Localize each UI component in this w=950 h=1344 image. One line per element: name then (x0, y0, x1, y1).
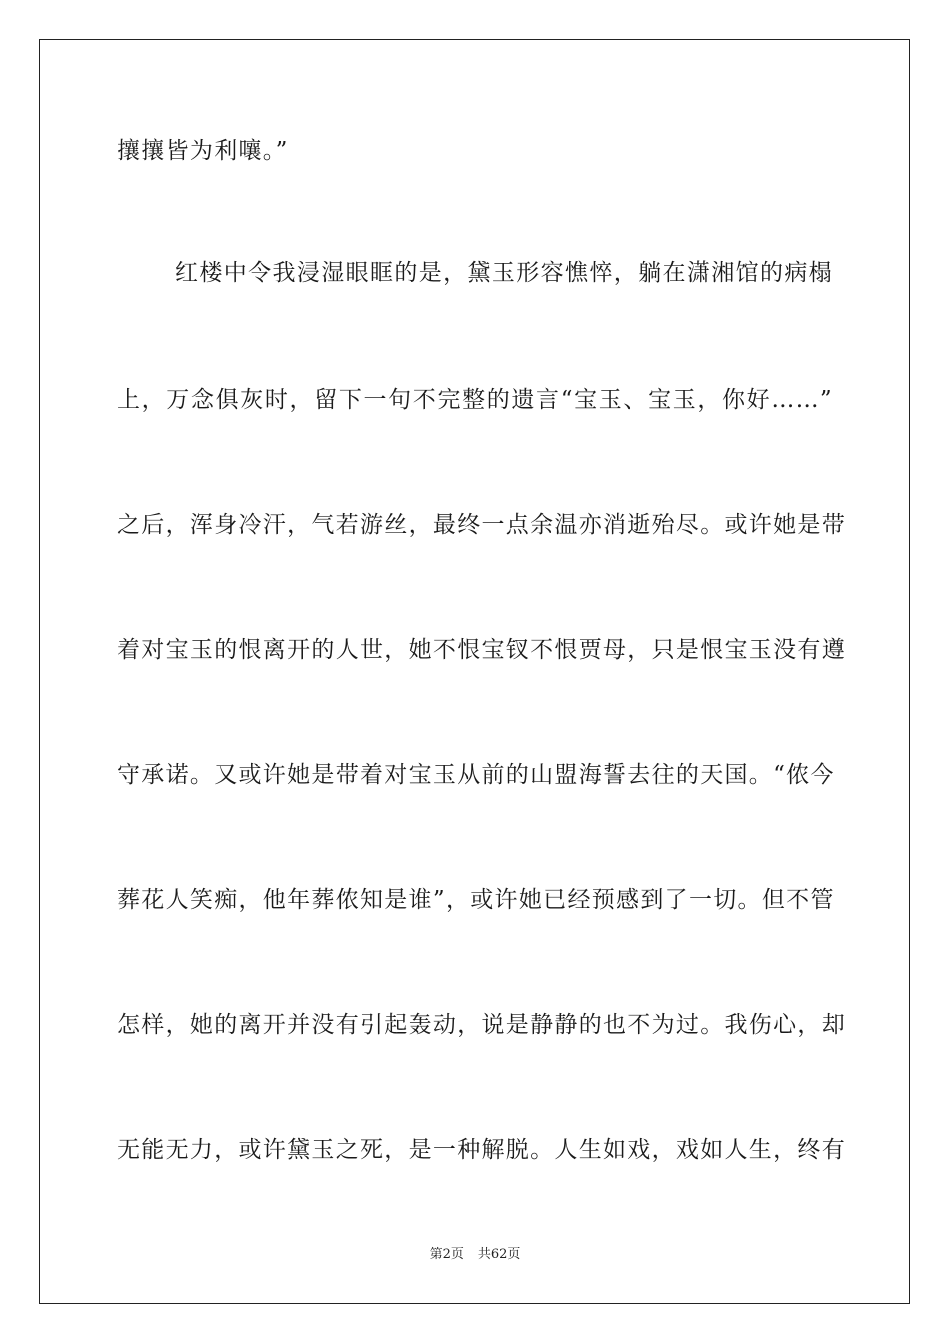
page-footer (0, 1246, 950, 1264)
text-line-5: 着对宝玉的恨离开的人世，她不恨宝钗不恨贾母，只是恨宝玉没有遵 (117, 637, 846, 663)
page-total: 共62页 (477, 1247, 521, 1262)
text-line-9: 无能无力，或许黛玉之死，是一种解脱。人生如戏，戏如人生，终有 (117, 1137, 846, 1163)
text-line-6: 守承诺。又或许她是带着对宝玉从前的山盟海誓去往的天国。“侬今 (117, 762, 835, 788)
text-line-8: 怎样，她的离开并没有引起轰动，说是静静的也不为过。我伤心，却 (117, 1012, 846, 1038)
text-line-1: 攘攘皆为利嚷。” (117, 138, 289, 164)
text-line-2: 红楼中令我浸湿眼眶的是，黛玉形容憔悴，躺在潇湘馆的病榻 (175, 260, 833, 286)
page-number: 第2页 (429, 1247, 464, 1262)
text-line-7: 葬花人笑痴，他年葬侬知是谁”，或许她已经预感到了一切。但不管 (117, 887, 835, 913)
page-border (39, 39, 910, 1304)
text-line-4: 之后，浑身冷汗，气若游丝，最终一点余温亦消逝殆尽。或许她是带 (117, 512, 846, 538)
text-line-3: 上，万念俱灰时，留下一句不完整的遗言“宝玉、宝玉，你好……” (117, 387, 833, 413)
